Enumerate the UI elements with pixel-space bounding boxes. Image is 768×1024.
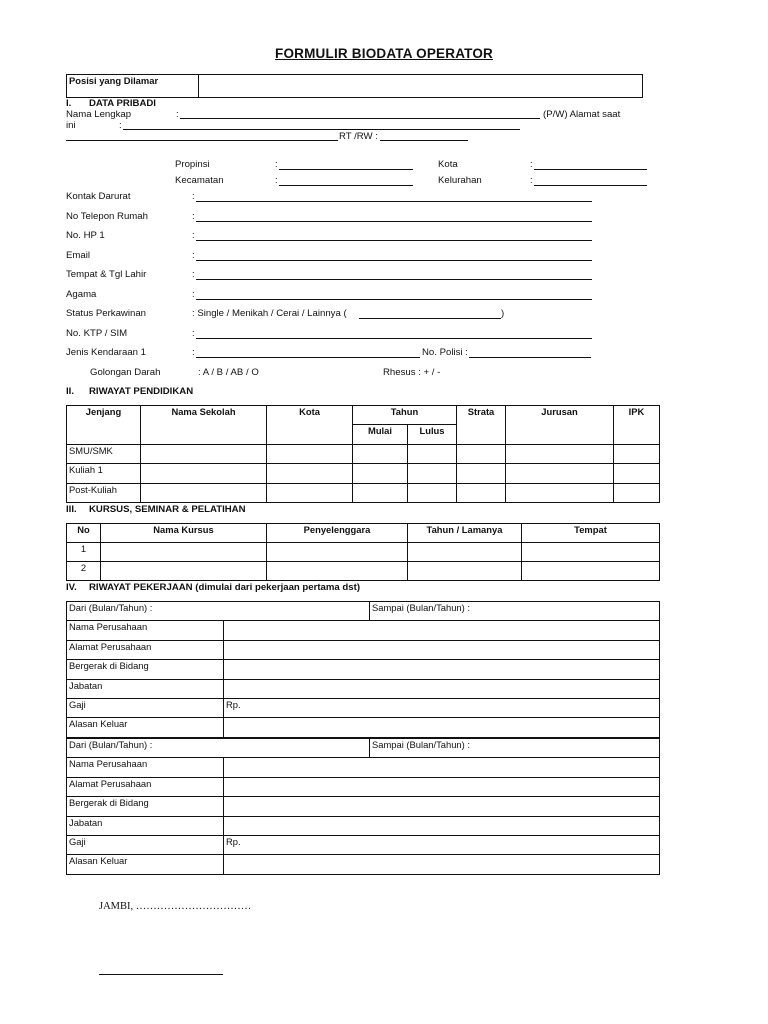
company-label: Nama Perusahaan [67, 621, 224, 641]
ini-label: ini [66, 120, 76, 131]
row-level: Kuliah 1 [67, 464, 141, 484]
company-field[interactable] [224, 621, 660, 641]
rhesus-options[interactable]: Rhesus : + / - [383, 367, 441, 378]
emergency-contact-label: Kontak Darurat [66, 191, 131, 202]
header-place: Tempat [522, 524, 660, 543]
header-no: No [67, 524, 101, 543]
emergency-contact-field[interactable] [196, 201, 592, 202]
district-label: Kecamatan [175, 175, 224, 186]
email-label: Email [66, 250, 90, 261]
table-row [67, 484, 660, 503]
ktp-label: No. KTP / SIM [66, 328, 128, 339]
position-label: Jabatan [67, 817, 224, 836]
education-table [66, 405, 660, 503]
address-field[interactable] [123, 129, 520, 130]
position-table [66, 74, 643, 98]
table-row [67, 562, 660, 581]
province-label: Propinsi [175, 159, 210, 170]
business-field[interactable] [224, 660, 660, 680]
rt-rw-label: RT /RW : [339, 131, 378, 142]
reason-label: Alasan Keluar [67, 718, 224, 738]
row-number: 2 [67, 562, 101, 581]
address-field-2[interactable] [66, 140, 338, 141]
police-no-label: No. Polisi : [422, 347, 468, 358]
header-start: Mulai [353, 425, 408, 445]
company-label: Nama Perusahaan [67, 758, 224, 778]
company-field[interactable] [224, 758, 660, 778]
company-address-field[interactable] [224, 641, 660, 660]
village-label: Kelurahan [438, 175, 482, 186]
marital-status-label: Status Perkawinan [66, 308, 146, 319]
salary-label: Gaji [67, 699, 224, 718]
district-field[interactable] [279, 185, 413, 186]
position-input[interactable] [199, 75, 643, 98]
header-organizer: Penyelenggara [267, 524, 408, 543]
company-address-field[interactable] [224, 778, 660, 797]
signature-line[interactable] [99, 974, 223, 975]
vehicle-label: Jenis Kendaraan 1 [66, 347, 147, 358]
job-position-field[interactable] [224, 817, 660, 836]
row-number: 1 [67, 543, 101, 562]
marital-other-field[interactable] [359, 318, 501, 319]
position-label: Jabatan [67, 680, 224, 699]
row-level: Post-Kuliah [67, 484, 141, 503]
header-school: Nama Sekolah [141, 406, 267, 445]
home-phone-label: No Telepon Rumah [66, 211, 148, 222]
section1-number: I. [66, 98, 72, 109]
header-city: Kota [267, 406, 353, 445]
header-graduate: Lulus [408, 425, 457, 445]
religion-label: Agama [66, 289, 97, 300]
reason-field[interactable] [224, 855, 660, 875]
section4-heading: RIWAYAT PEKERJAAN (dimulai dari pekerjaan pertama dst) [89, 582, 361, 593]
work-history-table-2 [66, 738, 660, 875]
marital-status-options[interactable]: : Single / Menikah / Cerai / Lainnya ( [192, 308, 347, 319]
section2-heading: RIWAYAT PENDIDIKAN [89, 386, 194, 397]
full-name-label: Nama Lengkap [66, 109, 132, 120]
village-field[interactable] [534, 185, 647, 186]
section4-number: IV. [66, 582, 77, 593]
header-year: Tahun [353, 406, 457, 425]
job-position-field[interactable] [224, 680, 660, 699]
salary-field[interactable]: Rp. [224, 836, 660, 855]
hp1-field[interactable] [196, 240, 592, 241]
section3-number: III. [66, 504, 77, 515]
rt-rw-field[interactable] [380, 140, 468, 141]
section3-heading: KURSUS, SEMINAR & PELATIHAN [89, 504, 246, 515]
religion-field[interactable] [196, 299, 592, 300]
header-level: Jenjang [67, 406, 141, 445]
to-date-field[interactable]: Sampai (Bulan/Tahun) : [370, 602, 660, 621]
ktp-field[interactable] [196, 338, 592, 339]
blood-type-label: Golongan Darah [90, 367, 161, 378]
header-gpa: IPK [614, 406, 660, 445]
header-strata: Strata [457, 406, 506, 445]
field-label: Bergerak di Bidang [67, 660, 224, 680]
vehicle-field[interactable] [196, 357, 420, 358]
gender-label: (P/W) Alamat saat [543, 109, 621, 120]
table-row [67, 543, 660, 562]
email-field[interactable] [196, 260, 592, 261]
city-field[interactable] [534, 169, 647, 170]
reason-label: Alasan Keluar [67, 855, 224, 875]
field-label: Bergerak di Bidang [67, 797, 224, 817]
hp1-label: No. HP 1 [66, 230, 105, 241]
address-label: Alamat Perusahaan [67, 778, 224, 797]
province-field[interactable] [279, 169, 413, 170]
to-date-field[interactable]: Sampai (Bulan/Tahun) : [370, 739, 660, 758]
blood-type-options[interactable]: : A / B / AB / O [198, 367, 259, 378]
address-label: Alamat Perusahaan [67, 641, 224, 660]
section2-number: II. [66, 386, 74, 397]
police-no-field[interactable] [469, 357, 591, 358]
from-date-field[interactable]: Dari (Bulan/Tahun) : [67, 739, 370, 758]
full-name-field[interactable] [180, 118, 540, 119]
birth-field[interactable] [196, 279, 592, 280]
table-row [67, 445, 660, 464]
header-duration: Tahun / Lamanya [408, 524, 522, 543]
city-label: Kota [438, 159, 458, 170]
work-history-table-1 [66, 601, 660, 738]
table-row [67, 464, 660, 484]
salary-field[interactable]: Rp. [224, 699, 660, 718]
header-course: Nama Kursus [101, 524, 267, 543]
position-label: Posisi yang Dilamar [67, 75, 199, 98]
course-table [66, 523, 660, 581]
place-date: JAMBI, …………………………… [99, 901, 252, 912]
business-field[interactable] [224, 797, 660, 817]
section1-heading: DATA PRIBADI [89, 98, 156, 109]
row-level: SMU/SMK [67, 445, 141, 464]
from-date-field[interactable]: Dari (Bulan/Tahun) : [67, 602, 370, 621]
reason-field[interactable] [224, 718, 660, 738]
birth-label: Tempat & Tgl Lahir [66, 269, 147, 280]
form-title: FORMULIR BIODATA OPERATOR [275, 46, 493, 61]
home-phone-field[interactable] [196, 221, 592, 222]
salary-label: Gaji [67, 836, 224, 855]
header-major: Jurusan [506, 406, 614, 445]
